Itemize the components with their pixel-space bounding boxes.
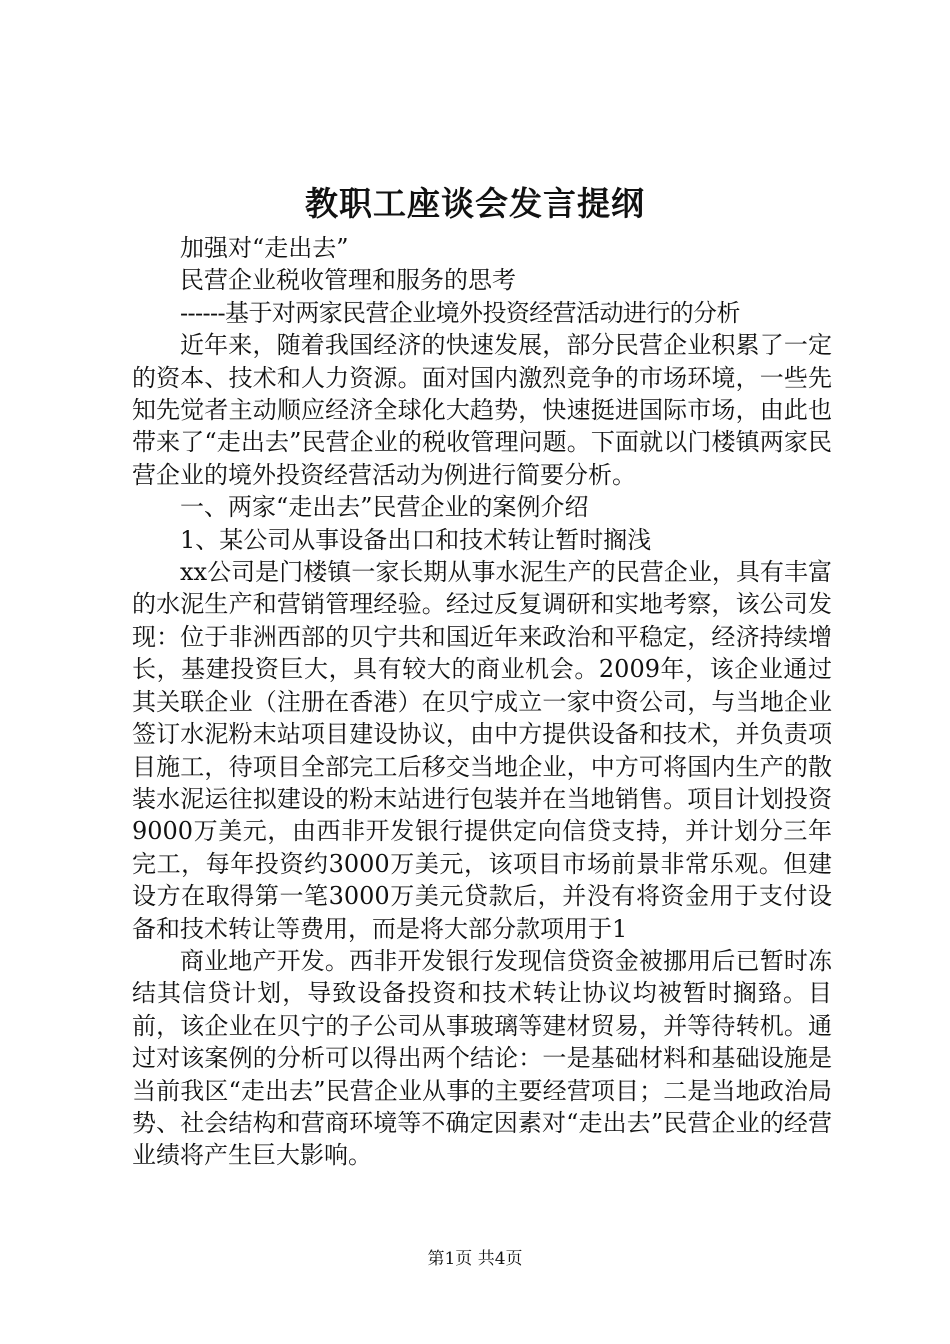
paragraph: ------基于对两家民营企业境外投资经营活动进行的分析: [180, 298, 740, 327]
paragraph: 民营企业税收管理和服务的思考: [180, 266, 516, 295]
paragraph: 加强对“走出去”: [180, 234, 349, 262]
paragraph: xx公司是门楼镇一家长期从事水泥生产的民营企业，具有丰富的水泥生产和营销管理经验。经过反复调研和实地考察，该公司发现：位于非洲西部的贝宁共和国近年来政治和平稳定，经济持续增长，基建投资巨大，具有较大的商业机会。2009年，该企业通过其关联企业（注册在香港）在贝宁成立一家中资公司，与当地企业签订水泥粉末站项目建设协议，由中方提供设备和技术，并负责项目施工，待项目全部完工后移交当地企业，中方可将国内生产的散装水泥运往拟建设的粉末站进行包装并在当地销售。项目计划投资9000万美元，由西非开发银行提供定向信贷支持，并计划分三年完工，每年投资约3000万美元，该项目市场前景非常乐观。但建设方在取得第一笔3000万美元贷款后，并没有将资金用于支付设备和技术转让等费用，而是将大部分款项用于1: [132, 558, 832, 943]
document-title: 教职工座谈会发言提纲: [305, 184, 645, 223]
document-body: [132, 232, 832, 1172]
paragraph: 近年来，随着我国经济的快速发展，部分民营企业积累了一定的资本、技术和人力资源。面对国内激烈竞争的市场环境，一些先知先觉者主动顺应经济全球化大趋势，快速挺进国际市场，由此也带来了“走出去”民营企业的税收管理问题。下面就以门楼镇两家民营企业的境外投资经营活动为例进行简要分析。: [132, 331, 832, 489]
subsection-heading: 1、某公司从事设备出口和技术转让暂时搁浅: [180, 525, 652, 554]
paragraph: 商业地产开发。西非开发银行发现信贷资金被挪用后已暂时冻结其信贷计划，导致设备投资和技术转让协议均被暂时搁臵。目前，该企业在贝宁的子公司从事玻璃等建材贸易，并等待转机。通过对该案例的分析可以得出两个结论：一是基础材料和基础设施是当前我区“走出去”民营企业从事的主要经营项目；二是当地政治局势、社会结构和营商环境等不确定因素对“走出去”民营企业的经营业绩将产生巨大影响。: [132, 946, 832, 1170]
section-heading: 一、两家“走出去”民营企业的案例介绍: [180, 493, 589, 522]
page-footer: 第1页 共4页: [427, 1249, 523, 1269]
